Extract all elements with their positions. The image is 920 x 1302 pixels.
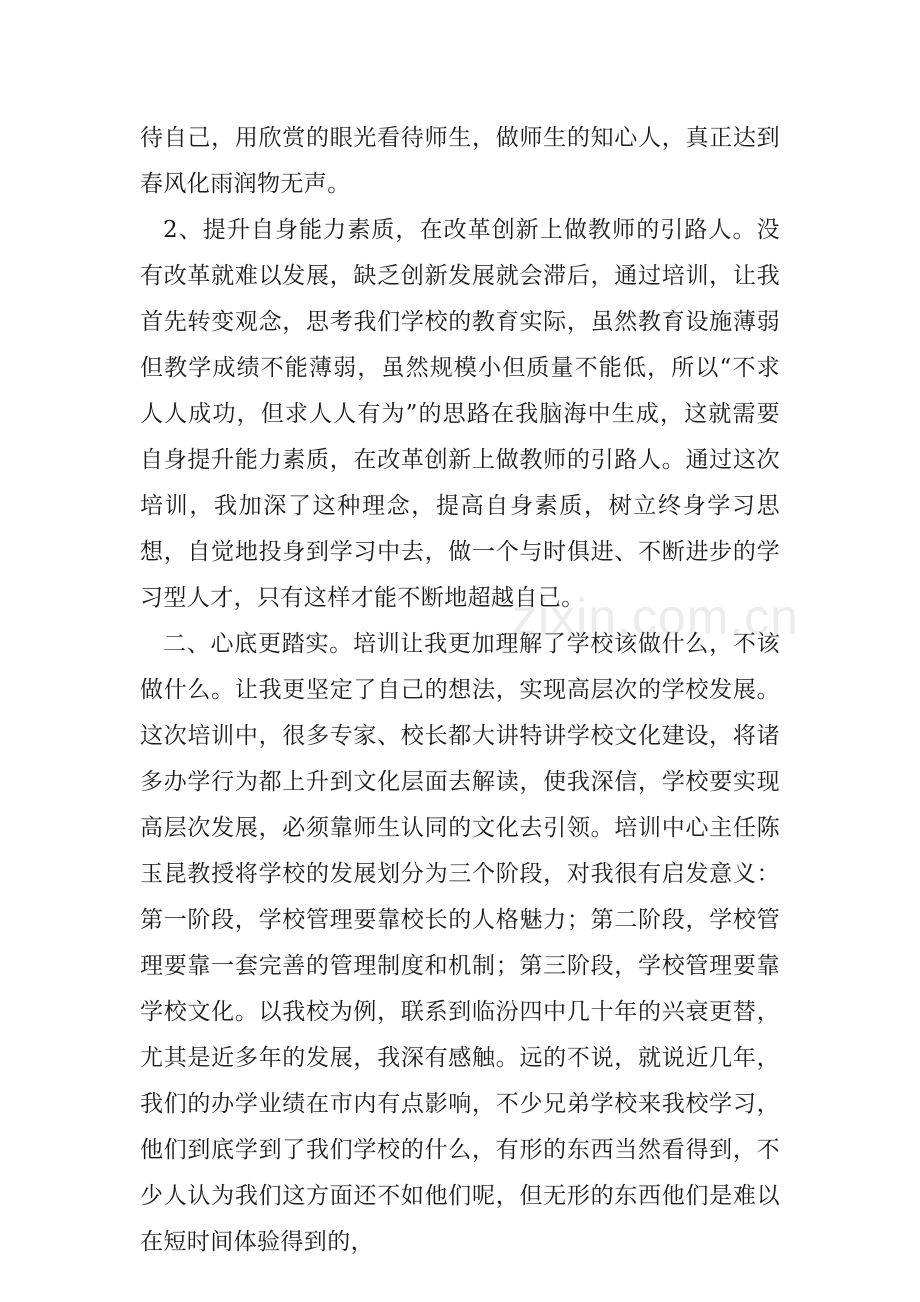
paragraph-ability: 2、提升自身能力素质，在改革创新上做教师的引路人。没有改革就难以发展，缺乏创新发展就会滞后，通过培训，让我首先转变观念，思考我们学校的教育实际，虽然教育设施薄弱但教学成绩不能薄弱，虽然规模小但质量不能低，所以“不求人人成功，但求人人有为”的思路在我脑海中生成，这就需要自身提升能力素质，在改革创新上做教师的引路人。通过这次培训，我加深了这种理念，提高自身素质，树立终身学习思想，自觉地投身到学习中去，做一个与时俱进、不断进步的学习型人才，只有这样才能不断地超越自己。 [140,217,780,611]
watermark-text: zixin.com.cn [512,589,800,645]
paragraph-confidence: 二、心底更踏实。培训让我更加理解了学校该做什么，不该做什么。让我更坚定了自己的想法，实现高层次的学校发展。这次培训中，很多专家、校长都大讲特讲学校文化建设，将诸多办学行为都上升到文化层面去解读，使我深信，学校要实现高层次发展，必须靠师生认同的文化去引领。培训中心主任陈玉昆教授将学校的发展划分为三个阶段，对我很有启发意义：第一阶段，学校管理要靠校长的人格魅力；第二阶段，学校管理要靠一套完善的管理制度和机制；第三阶段，学校管理要靠学校文化。以我校为例，联系到临汾四中几十年的兴衰更替，尤其是近多年的发展，我深有感触。远的不说，就说近几年，我们的办学业绩在市内有点影响，不少兄弟学校来我校学习，他们到底学到了我们学校的什么，有形的东西当然看得到，不少人认为我们这方面还不如他们呢，但无形的东西他们是难以在短时间体验得到的， [140,631,780,1255]
paragraph-continuation: 待自己，用欣赏的眼光看待师生，做师生的知心人，真正达到春风化雨润物无声。 [140,125,780,197]
document-body [140,115,780,1265]
